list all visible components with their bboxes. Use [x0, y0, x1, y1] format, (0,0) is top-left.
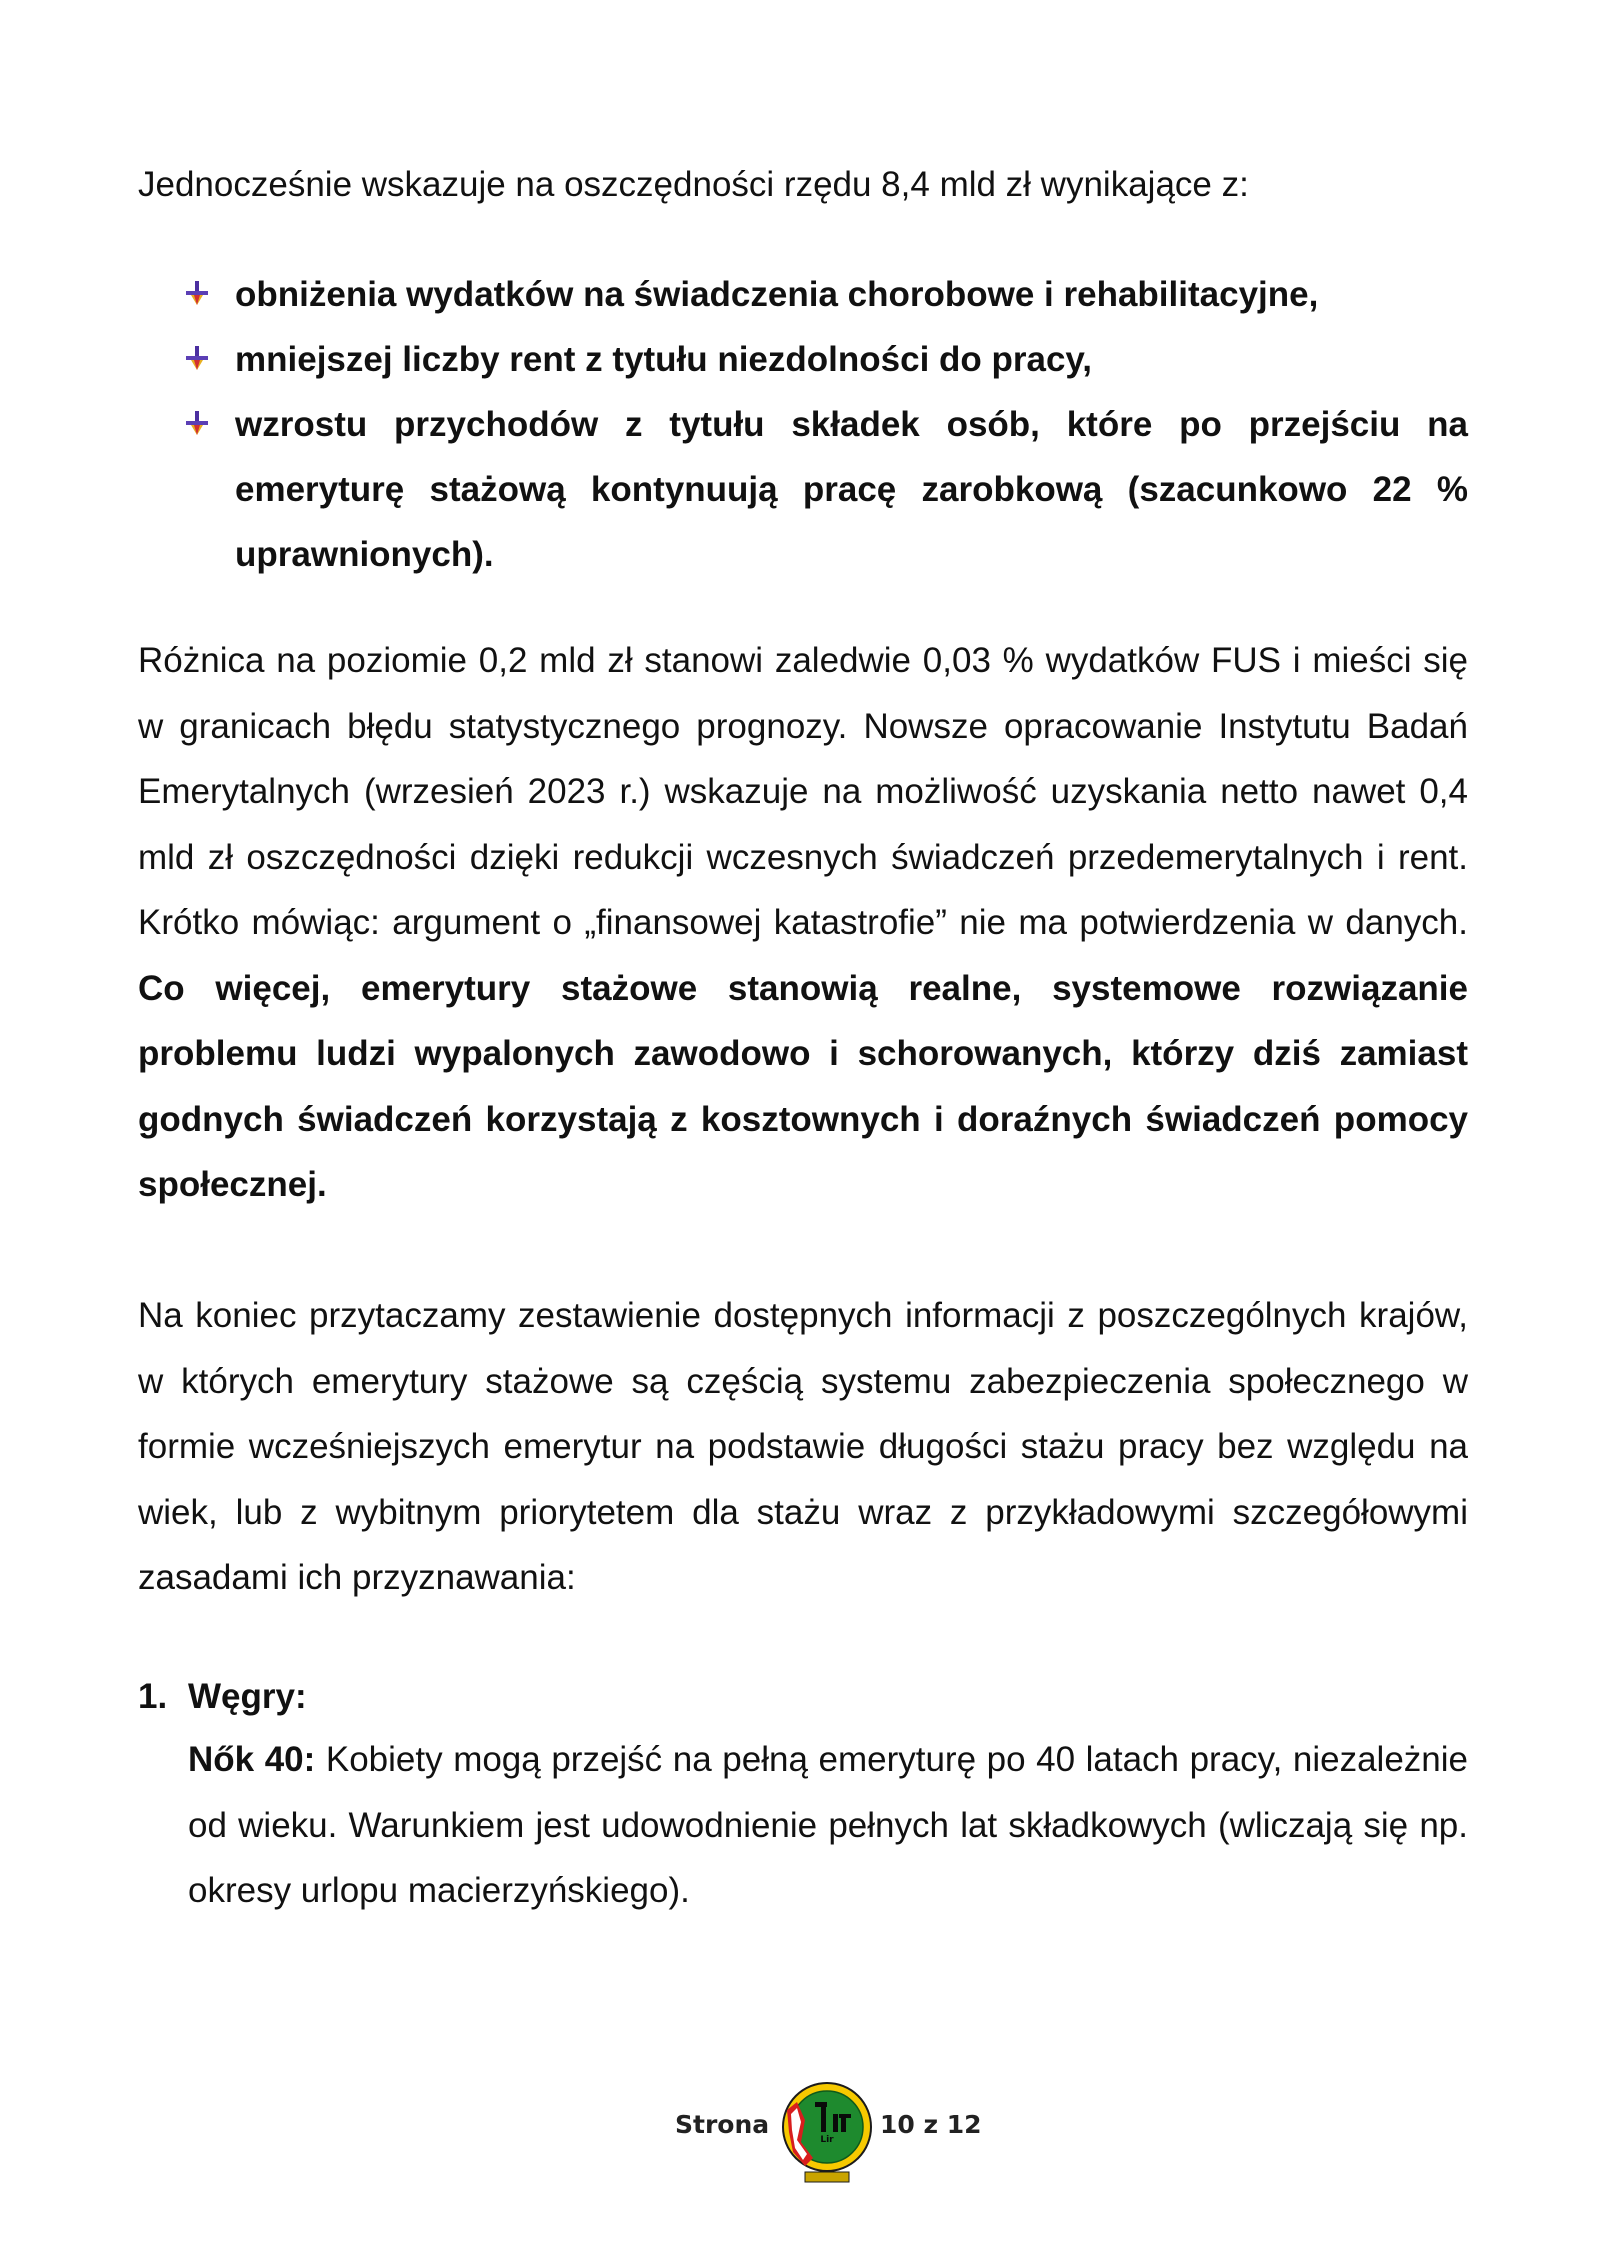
arrow-down-bullet-icon — [184, 345, 210, 371]
paragraph-fus-bold: Co więcej, emerytury stażowe stanowią realne, systemowe rozwiązanie problemu ludzi wypalonych zawodowo i schorowanych, którzy dziś zamiast godnych świadczeń korzystają z kosztownych i doraźnych świadczeń pomocy społecznej. — [138, 968, 1468, 1204]
paragraph-fus-text: Różnica na poziomie 0,2 mld zł stanowi zaledwie 0,03 % wydatków FUS i mieści się w granicach błędu statystycznego prognozy. Nowsze opracowanie Instytutu Badań Emerytalnych (wrzesień 2023 r.) wskazuje na możliwość uzyskania netto nawet 0,4 mld zł oszczędności dzięki redukcji wczesnych świadczeń przedemerytalnych i rent. Krótko mówiąc: argument o „finansowej katastrofie” nie ma potwierdzenia w danych. — [138, 641, 1468, 942]
arrow-down-bullet-icon — [184, 410, 210, 436]
country-description — [188, 1727, 1468, 1924]
country-item-hungary — [138, 1667, 1468, 1924]
bullet-list — [138, 262, 1468, 587]
country-term: Nők 40: — [188, 1740, 316, 1779]
intro-text: Jednocześnie wskazuje na oszczędności rzędu 8,4 mld zł wynikające z: — [138, 165, 1249, 204]
arrow-down-bullet-icon — [184, 280, 210, 306]
bullet-text: mniejszej liczby rent z tytułu niezdolności do pracy, — [235, 340, 1093, 379]
paragraph-fus — [138, 628, 1468, 1218]
svg-text:Lir: Lir — [820, 2135, 834, 2145]
bullet-item — [138, 392, 1468, 587]
bullet-text: wzrostu przychodów z tytułu składek osób, które po przejściu na emeryturę stażową kontynuują pracę zarobkową (szacunkowo 22 % uprawnionych). — [235, 405, 1468, 574]
bullet-text: obniżenia wydatków na świadczenia chorobowe i rehabilitacyjne, — [235, 275, 1319, 314]
organization-logo-icon — [775, 2080, 875, 2185]
footer-page-count: 10 z 12 — [880, 2110, 982, 2139]
country-name: Węgry: — [188, 1677, 307, 1716]
paragraph-countries-intro: Na koniec przytaczamy zestawienie dostępnych informacji z poszczególnych krajów, w których emerytury stażowe są częścią systemu zabezpieczenia społecznego w formie wcześniejszych emerytur na podstawie długości stażu pracy bez względu na wiek, lub z wybitnym priorytetem dla stażu wraz z przykładowymi szczegółowymi zasadami ich przyznawania: — [138, 1296, 1468, 1597]
country-heading — [138, 1667, 1468, 1727]
country-text: Kobiety mogą przejść na pełną emeryturę po 40 latach pracy, niezależnie od wieku. Warunkiem jest udowodnienie pełnych lat składkowych (wliczają się np. okresy urlopu macierzyńskiego). — [188, 1740, 1469, 1910]
country-number: 1. — [138, 1677, 168, 1716]
bullet-item — [138, 262, 1468, 327]
page-footer — [0, 2080, 1600, 2190]
footer-page-label: Strona — [675, 2110, 770, 2139]
bullet-item — [138, 327, 1468, 392]
